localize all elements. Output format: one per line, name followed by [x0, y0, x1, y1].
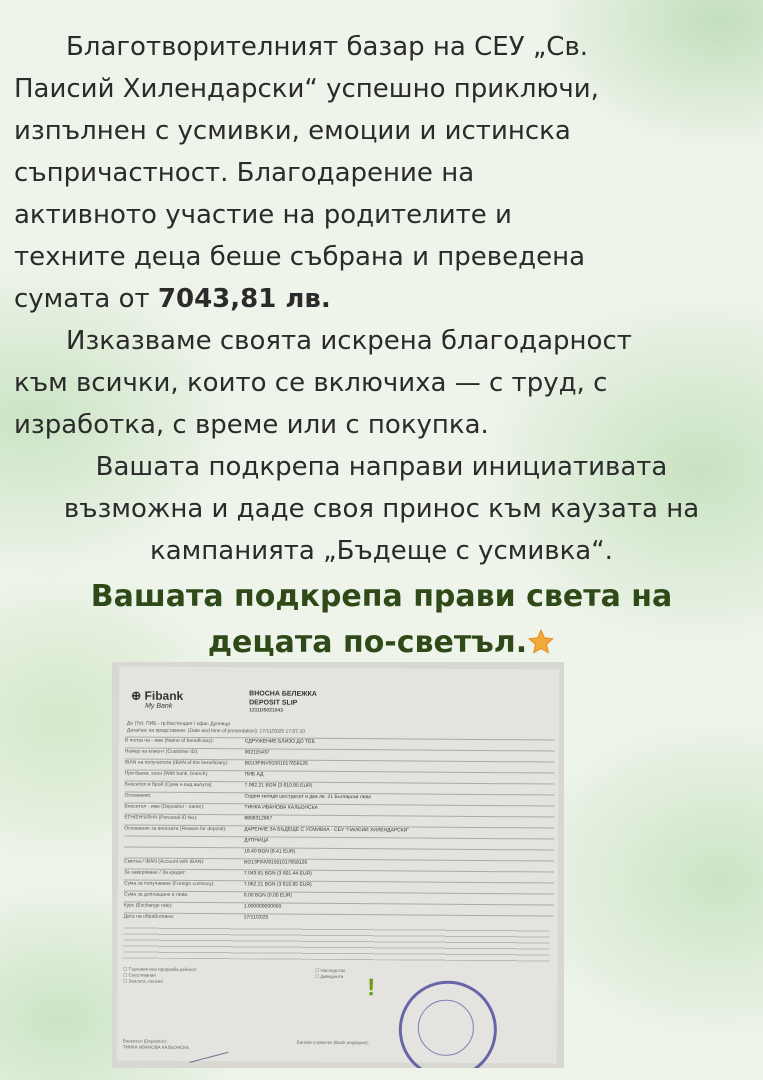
- closing-message: [0, 574, 763, 666]
- slip-checkboxes: [123, 967, 323, 986]
- text-line: активното участие на родителите и: [14, 200, 512, 230]
- text-line: кампанията „Бъдеще с усмивка“.: [150, 536, 613, 566]
- slip-date-line: Дата/час на представяне: (Date and time of presentation): 17/11/2025 17:07:10: [126, 727, 306, 735]
- amount-raised: 7043,81 лв.: [157, 284, 331, 314]
- paragraph-support: [14, 446, 749, 572]
- slip-row: За заверяване / За кредит: 7.043.81 BGN (3 601.44 EUR): [124, 869, 554, 883]
- slip-row: IBAN на получателя (IBAN of the beneficiary): BG13FINV91501017659126: [125, 759, 555, 773]
- text-line: Паисий Хилендарски“ успешно приключи,: [14, 74, 599, 104]
- slip-row: Вносител - име (Depositor - name): ТИНКА ИВАНОВА КАЛЬОНСКА: [124, 803, 554, 817]
- slip-row: Вносител в брой (Сума и вид валута): 7.062.21 BGN (3 610.85 EUR): [125, 781, 555, 795]
- slip-row: Дата на обработване: 17/11/2025: [124, 913, 554, 927]
- slip-checkboxes-right: [315, 968, 405, 981]
- slip-title: ВНОСНА БЕЛЕЖКА DEPOSIT SLIP 1211D5021043: [249, 690, 317, 714]
- checkbox-label: ☐ Дивиденти: [315, 973, 344, 980]
- slip-bank-sign: Банков служител (Bank employee):: [296, 1039, 370, 1046]
- closing-line: Вашата подкрепа прави света на: [90, 579, 673, 614]
- star-icon: [527, 628, 555, 656]
- slip-row: ЕГН/ЕНЧ/ЛНЧ (Personal ID No): 8808312967: [124, 814, 554, 828]
- checkbox-label: ☐ Наследство: [315, 967, 346, 974]
- slip-fine-print: [123, 925, 549, 962]
- slip-row: Основание: Седем хиляди шестдесет и два лв. 21 Български лева: [124, 792, 554, 806]
- text-line: изработка, с време или с покупка.: [14, 410, 489, 440]
- closing-line: децата по-светъл.: [0, 620, 763, 666]
- text-line: към всички, които се включиха — с труд, с: [14, 368, 608, 398]
- slip-row: Сума за получаване (Foreign currency): 7.062.21 BGN (3 610.85 EUR): [124, 880, 554, 894]
- text-line: сумата от 7043,81 лв.: [14, 284, 331, 314]
- text-line: Вашата подкрепа направи инициативата: [95, 452, 668, 482]
- slip-row: В полза на - име (Name of beneficiary): СДРУЖЕНИЕ БЛИЗО ДО ТЕБ: [125, 737, 555, 751]
- text-line: съпричастност. Благодарение на: [14, 158, 475, 188]
- text-line: Благотворителният базар на СЕУ „Св.: [66, 32, 589, 62]
- text-line: техните деца беше събрана и преведена: [14, 242, 585, 272]
- slip-depositor-sign: Вносител (Depositor): ТИНКА ИВАНОВА КАЛЬОНСКА: [122, 1038, 189, 1050]
- paragraph-thanks: [14, 320, 749, 446]
- text-line: изпълнен с усмивки, емоции и истинска: [14, 116, 571, 146]
- deposit-slip-paper: [117, 666, 560, 1063]
- slip-row: Сума за доплащане в лева: 0.00 BGN (0.00 EUR): [124, 891, 554, 905]
- slip-row: Основание за вноската (Reason for deposit): ДАРЕНИЕ ЗА БЪДЕЩЕ С УСМИВКА - СЕУ "ПАИСИЙ ХИЛЕНДАРСКИ": [124, 825, 554, 839]
- slip-rows: [124, 737, 555, 927]
- checkbox-label: ☐ Спестявания: [123, 972, 156, 978]
- checkbox-label: ☐ Търговия или продажба дейност: [123, 966, 197, 973]
- slip-row: При банка, клон (With bank, branch): ПИБ АД: [125, 770, 555, 784]
- fibank-logo: ⊕ Fibank My Bank: [131, 688, 184, 710]
- slip-row: Курс (Exchange rate): 1.000000000000: [124, 902, 554, 916]
- checkbox-label: ☐ Заплата, пенсия: [123, 978, 163, 984]
- text-line: Изказваме своята искрена благодарност: [66, 326, 632, 356]
- slip-row: Номер на клиент (Customer ID): 002115437: [125, 748, 555, 762]
- slip-row: 16.40 BGN (8.41 EUR): [124, 847, 554, 861]
- slip-header-line: До (To): ПИБ - гр.Кюстендил / офис Дупница: [126, 720, 231, 728]
- deposit-slip-photo: [112, 662, 564, 1068]
- exclamation-mark: !: [367, 974, 376, 1002]
- paragraph-intro: [14, 26, 749, 320]
- slip-row: ДУПНИЦА: [124, 836, 554, 850]
- slip-row: Сметка / IBAN (Account with IBAN): BG13FINV91501017659126: [124, 858, 554, 872]
- text-line: възможна и даде своя принос към каузата на: [63, 494, 700, 524]
- bank-stamp: [399, 980, 498, 1068]
